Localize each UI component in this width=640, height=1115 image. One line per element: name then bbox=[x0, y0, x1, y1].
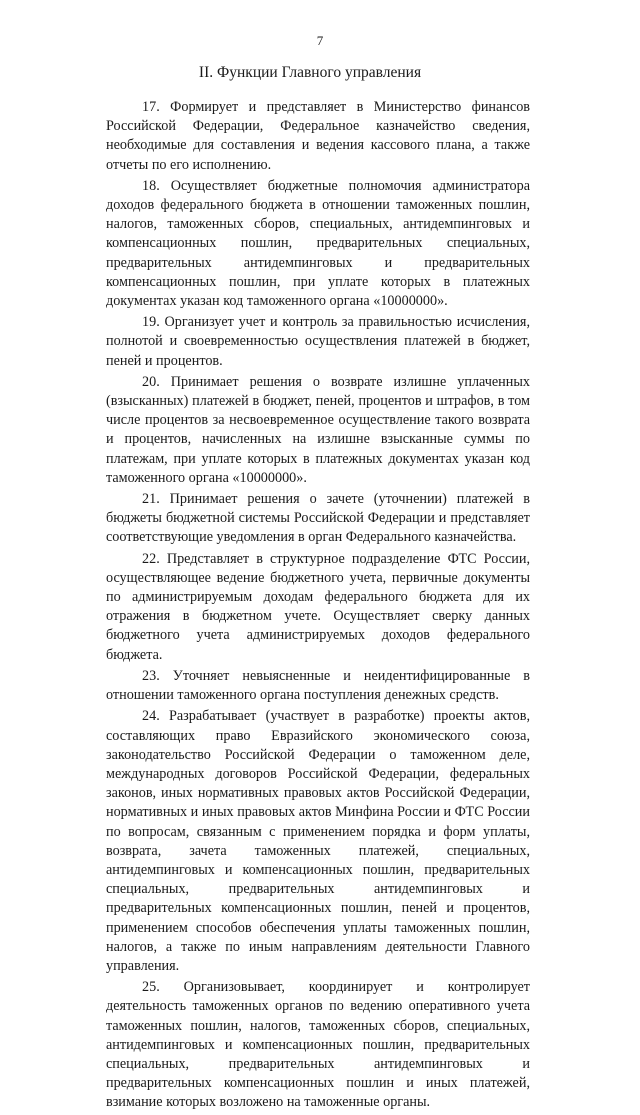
section-title: II. Функции Главного управления bbox=[198, 64, 422, 81]
paragraph-22: 22. Представляет в структурное подразделение ФТС России, осуществляющее ведение бюджетного учета, первичные документы по администрируемым доходам федерального бюджета для их отражения в бюджетном учете. Осуществляет сверку данных бюджетного учета администрируемых доходов федерального бюджета. bbox=[106, 550, 530, 663]
document-body bbox=[106, 98, 530, 1115]
paragraph-23: 23. Уточняет невыясненные и неидентифицированные в отношении таможенного органа поступления денежных средств. bbox=[106, 667, 530, 704]
paragraph-25: 25. Организовывает, координирует и контролирует деятельность таможенных органов по ведению оперативного учета таможенных пошлин, налогов, таможенных сборов, специальных, антидемпинговых и компенсационных пошлин, предварительных специальных, предварительных антидемпинговых и предварительных компенсационных пошлин и иных платежей, взимание которых возложено на таможенные органы. bbox=[106, 979, 530, 1111]
paragraph-21: 21. Принимает решения о зачете (уточнении) платежей в бюджеты бюджетной системы Российской Федерации и представляет соответствующие уведомления в орган Федерального казначейства. bbox=[106, 491, 530, 546]
paragraph-17: 17. Формирует и представляет в Министерство финансов Российской Федерации, Федеральное казначейство сведения, необходимые для составления и ведения кассового плана, а также отчеты по его исполнению. bbox=[106, 99, 530, 173]
page-number: 7 bbox=[316, 33, 324, 48]
paragraph-19: 19. Организует учет и контроль за правильностью исчисления, полнотой и своевременностью осуществления платежей в бюджет, пеней и процентов. bbox=[106, 314, 530, 369]
paragraph-20: 20. Принимает решения о возврате излишне уплаченных (взысканных) платежей в бюджет, пеней, процентов и штрафов, в том числе процентов за несвоевременное осуществление такого возврата и процентов, начисленных на излишне взысканные суммы по платежам, при уплате которых в платежных документах указан код таможенного органа «10000000». bbox=[106, 373, 530, 486]
paragraph-18: 18. Осуществляет бюджетные полномочия администратора доходов федерального бюджета в отношении таможенных пошлин, налогов, таможенных сборов, специальных, антидемпинговых и компенсационных пошлин, предварительных специальных, предварительных антидемпинговых и предварительных компенсационных пошлин, при уплате которых в платежных документах указан код таможенного органа «10000000». bbox=[106, 177, 530, 310]
paragraph-24: 24. Разрабатывает (участвует в разработке) проекты актов, составляющих право Евразийского экономического союза, законодательство Российской Федерации о таможенном деле, международных договоров Российской Федерации, федеральных законов, иных нормативных правовых актов Российской Федерации, нормативных и иных правовых актов Минфина России и ФТС России по вопросам, связанным с применением порядка и форм уплаты, возврата, зачета таможенных платежей, специальных, антидемпинговых и компенсационных пошлин, предварительных специальных, предварительных антидемпинговых и предварительных компенсационных пошлин, пеней и процентов, применением способов обеспечения уплаты таможенных пошлин, налогов, а также по иным направлениям деятельности Главного управления. bbox=[106, 708, 530, 974]
